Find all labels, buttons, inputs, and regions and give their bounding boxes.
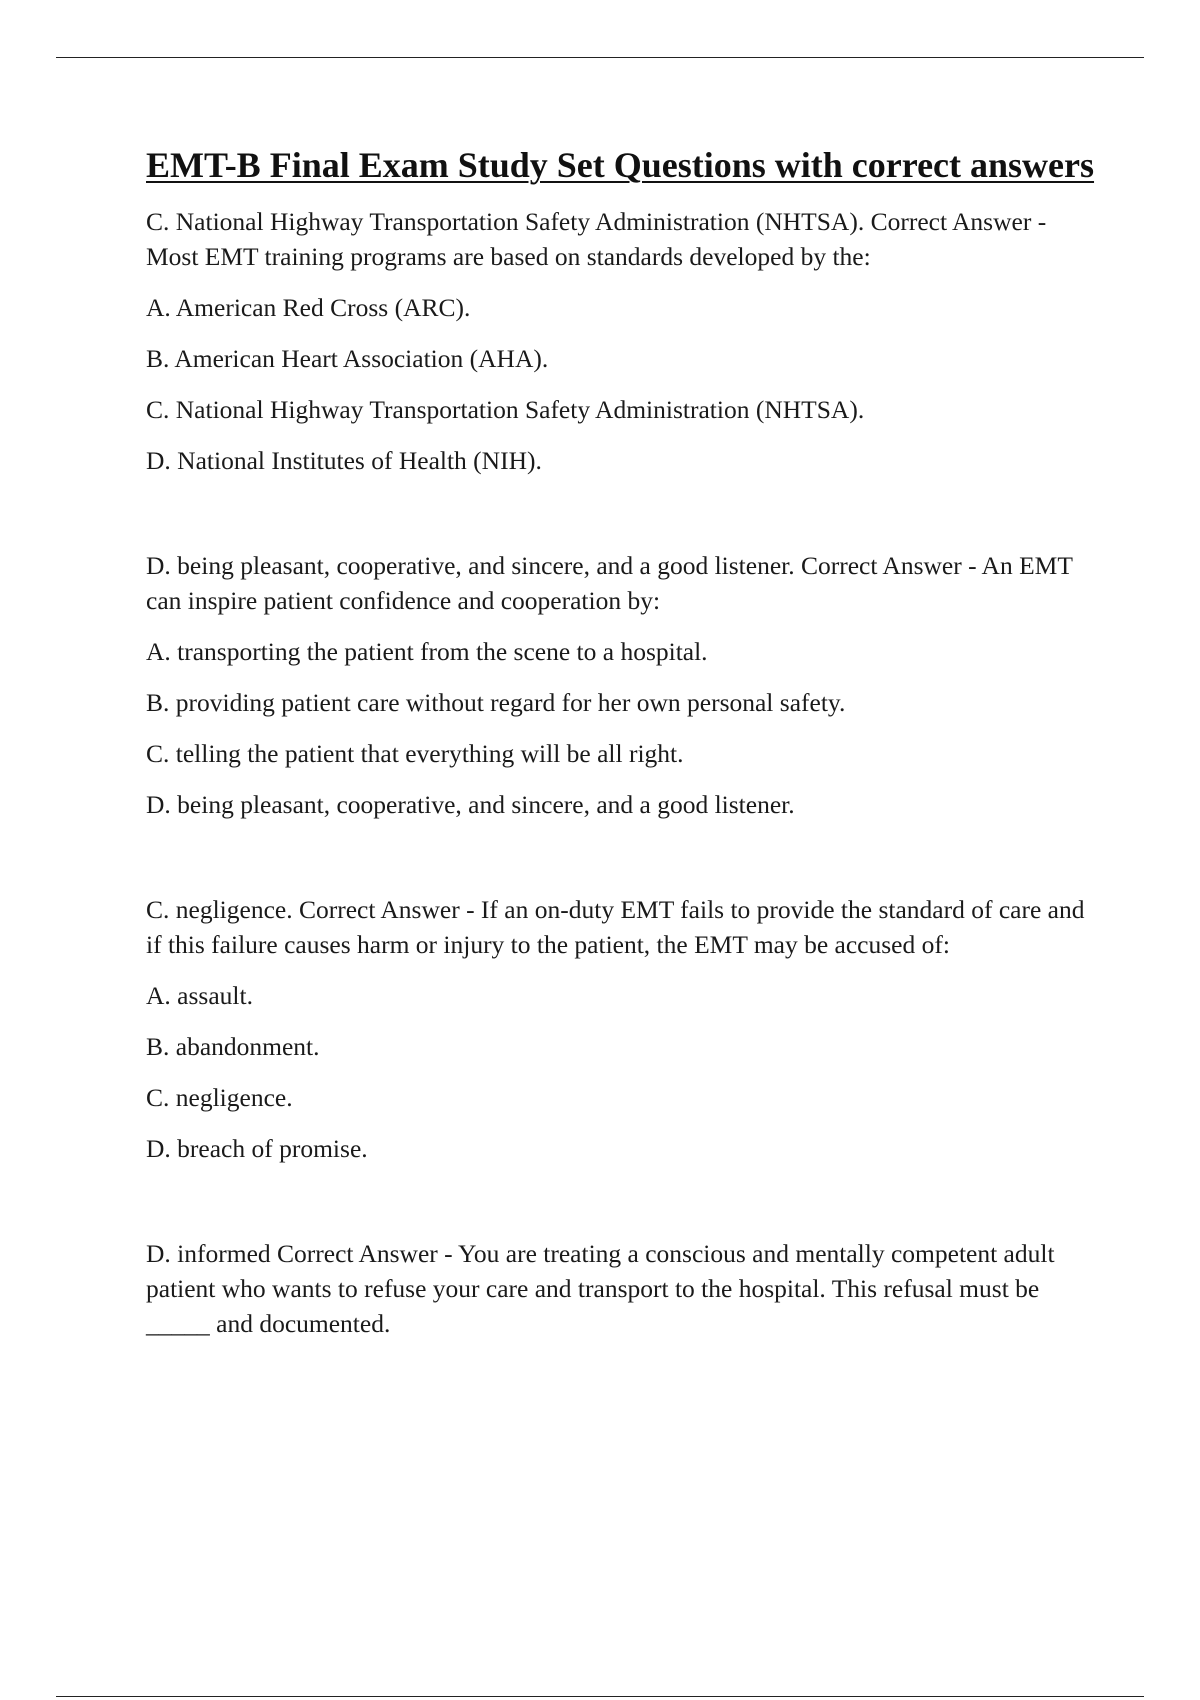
question-block-1 xyxy=(146,204,1096,478)
document-body xyxy=(146,140,1096,1411)
answer-option-a: A. assault. xyxy=(146,981,253,1010)
document-title: EMT-B Final Exam Study Set Questions with correct answers xyxy=(146,145,1095,185)
answer-option-b: B. abandonment. xyxy=(146,1032,320,1061)
answer-option-b: B. providing patient care without regard for her own personal safety. xyxy=(146,688,846,717)
header-rule xyxy=(56,57,1144,58)
question-stem: D. informed Correct Answer - You are treating a conscious and mentally competent adult patient who wants to refuse your care and transport to the hospital. This refusal must be _____ and documented. xyxy=(146,1239,1055,1338)
answer-option-b: B. American Heart Association (AHA). xyxy=(146,344,549,373)
answer-option-d: D. National Institutes of Health (NIH). xyxy=(146,446,542,475)
answer-option-d: D. breach of promise. xyxy=(146,1134,368,1163)
question-stem: D. being pleasant, cooperative, and sincere, and a good listener. Correct Answer - An EMT can inspire patient confidence and cooperation by: xyxy=(146,551,1073,615)
question-block-3 xyxy=(146,892,1096,1166)
answer-option-c: C. negligence. xyxy=(146,1083,293,1112)
question-stem: C. National Highway Transportation Safety Administration (NHTSA). Correct Answer - Most EMT training programs are based on standards developed by the: xyxy=(146,207,1047,271)
answer-option-d: D. being pleasant, cooperative, and sincere, and a good listener. xyxy=(146,790,795,819)
question-block-4 xyxy=(146,1236,1096,1341)
footer-rule xyxy=(56,1696,1144,1697)
answer-option-c: C. telling the patient that everything will be all right. xyxy=(146,739,684,768)
question-stem: C. negligence. Correct Answer - If an on-duty EMT fails to provide the standard of care and if this failure causes harm or injury to the patient, the EMT may be accused of: xyxy=(146,895,1085,959)
answer-option-a: A. transporting the patient from the scene to a hospital. xyxy=(146,637,708,666)
answer-option-a: A. American Red Cross (ARC). xyxy=(146,293,471,322)
question-block-2 xyxy=(146,548,1096,822)
answer-option-c: C. National Highway Transportation Safety Administration (NHTSA). xyxy=(146,395,865,424)
